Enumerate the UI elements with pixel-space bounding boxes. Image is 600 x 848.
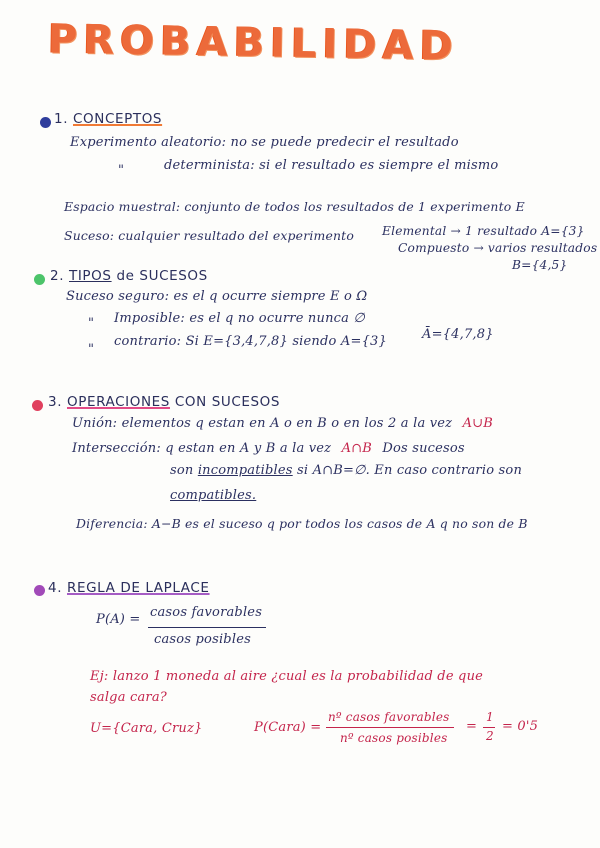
section-3-title: OPERACIONES — [67, 394, 170, 410]
example-question-2: salga cara? — [90, 690, 167, 705]
bullet-dot-4 — [34, 585, 45, 596]
laplace-fraction-bar — [148, 627, 266, 628]
p-cara-half-numerator: 1 — [486, 710, 494, 724]
operation-intersection — [72, 441, 465, 456]
laplace-numerator: casos favorables — [150, 605, 263, 620]
bullet-dot-2 — [34, 274, 45, 285]
section-3-number: 3. — [48, 394, 63, 410]
p-cara-lhs: P(Cara) = — [254, 720, 322, 735]
section-1-heading — [54, 111, 162, 127]
section-2-number: 2. — [50, 268, 65, 284]
union-text: Unión: elementos q estan en A o en B o en los 2 a la vez — [72, 416, 453, 431]
sample-space-coin: U={Cara, Cruz} — [90, 721, 203, 736]
ditto-mark-3: " — [88, 342, 95, 357]
event-compound-example: B={4,5} — [512, 258, 568, 272]
section-1-number: 1. — [54, 111, 69, 127]
deterministic-label: determinista — [164, 158, 251, 173]
section-4-heading — [48, 580, 210, 596]
incompatible-line — [170, 463, 522, 478]
bullet-dot-3 — [32, 400, 43, 411]
bullet-dot-1 — [40, 117, 51, 128]
intersection-text: Intersección: q estan en A y B a la vez — [72, 441, 332, 456]
event-contrary-result: Ā={4,7,8} — [422, 327, 494, 342]
incompatible-prefix: son — [170, 463, 198, 478]
random-experiment-text: : no se puede predecir el resultado — [221, 135, 459, 150]
event-compound: Compuesto → varios resultados — [398, 241, 598, 255]
section-2-title: TIPOS — [69, 268, 112, 284]
concept-deterministic — [164, 158, 498, 173]
p-cara-half-bar — [483, 727, 495, 728]
section-4-number: 4. — [48, 580, 63, 596]
section-3-heading — [48, 394, 280, 410]
laplace-denominator: casos posibles — [154, 632, 251, 647]
concept-sample-space: Espacio muestral: conjunto de todos los resultados de 1 experimento E — [64, 199, 525, 214]
operation-difference: Diferencia: A−B es el suceso q por todos los casos de A q no son de B — [76, 516, 528, 531]
random-experiment-label: Experimento aleatorio — [70, 135, 222, 150]
event-contrary: contrario: Si E={3,4,7,8} siendo A={3} — [114, 334, 387, 349]
deterministic-text: : si el resultado es siempre el mismo — [250, 158, 499, 173]
p-cara-equals: = — [466, 719, 478, 734]
event-elemental: Elemental → 1 resultado A={3} — [382, 224, 585, 238]
section-2-heading — [50, 268, 208, 284]
laplace-lhs: P(A) = — [96, 612, 141, 627]
section-1-title: CONCEPTOS — [73, 111, 163, 127]
p-cara-numerator: nº casos favorables — [328, 710, 450, 724]
intersection-text-b: Dos sucesos — [382, 441, 465, 456]
event-impossible: Imposible: es el q no ocurre nunca ∅ — [114, 311, 365, 326]
concept-event: Suceso: cualquier resultado del experimento — [64, 228, 355, 243]
union-symbol: A∪B — [462, 416, 493, 431]
p-cara-fraction-bar — [326, 727, 454, 728]
section-4-title: REGLA DE LAPLACE — [67, 580, 210, 596]
compatible-term: compatibles. — [170, 488, 257, 503]
example-question-1: Ej: lanzo 1 moneda al aire ¿cual es la probabilidad de que — [90, 669, 484, 684]
ditto-mark-2: " — [88, 316, 95, 331]
ditto-mark-1: " — [118, 163, 125, 178]
section-2-title-rest: de SUCESOS — [111, 268, 208, 284]
page-title: PROBABILIDAD — [47, 16, 460, 70]
intersection-symbol: A∩B — [341, 441, 373, 456]
incompatible-suffix: si A∩B=∅. En caso contrario son — [292, 463, 523, 478]
concept-random-experiment — [70, 135, 459, 150]
p-cara-half-denominator: 2 — [486, 729, 494, 743]
event-certain: Suceso seguro: es el q ocurre siempre E o Ω — [66, 289, 368, 304]
p-cara-result: = 0'5 — [502, 719, 539, 734]
p-cara-denominator: nº casos posibles — [340, 731, 448, 745]
section-3-title-rest: CON SUCESOS — [169, 394, 281, 410]
operation-union — [72, 416, 493, 431]
incompatible-term: incompatibles — [197, 463, 293, 478]
